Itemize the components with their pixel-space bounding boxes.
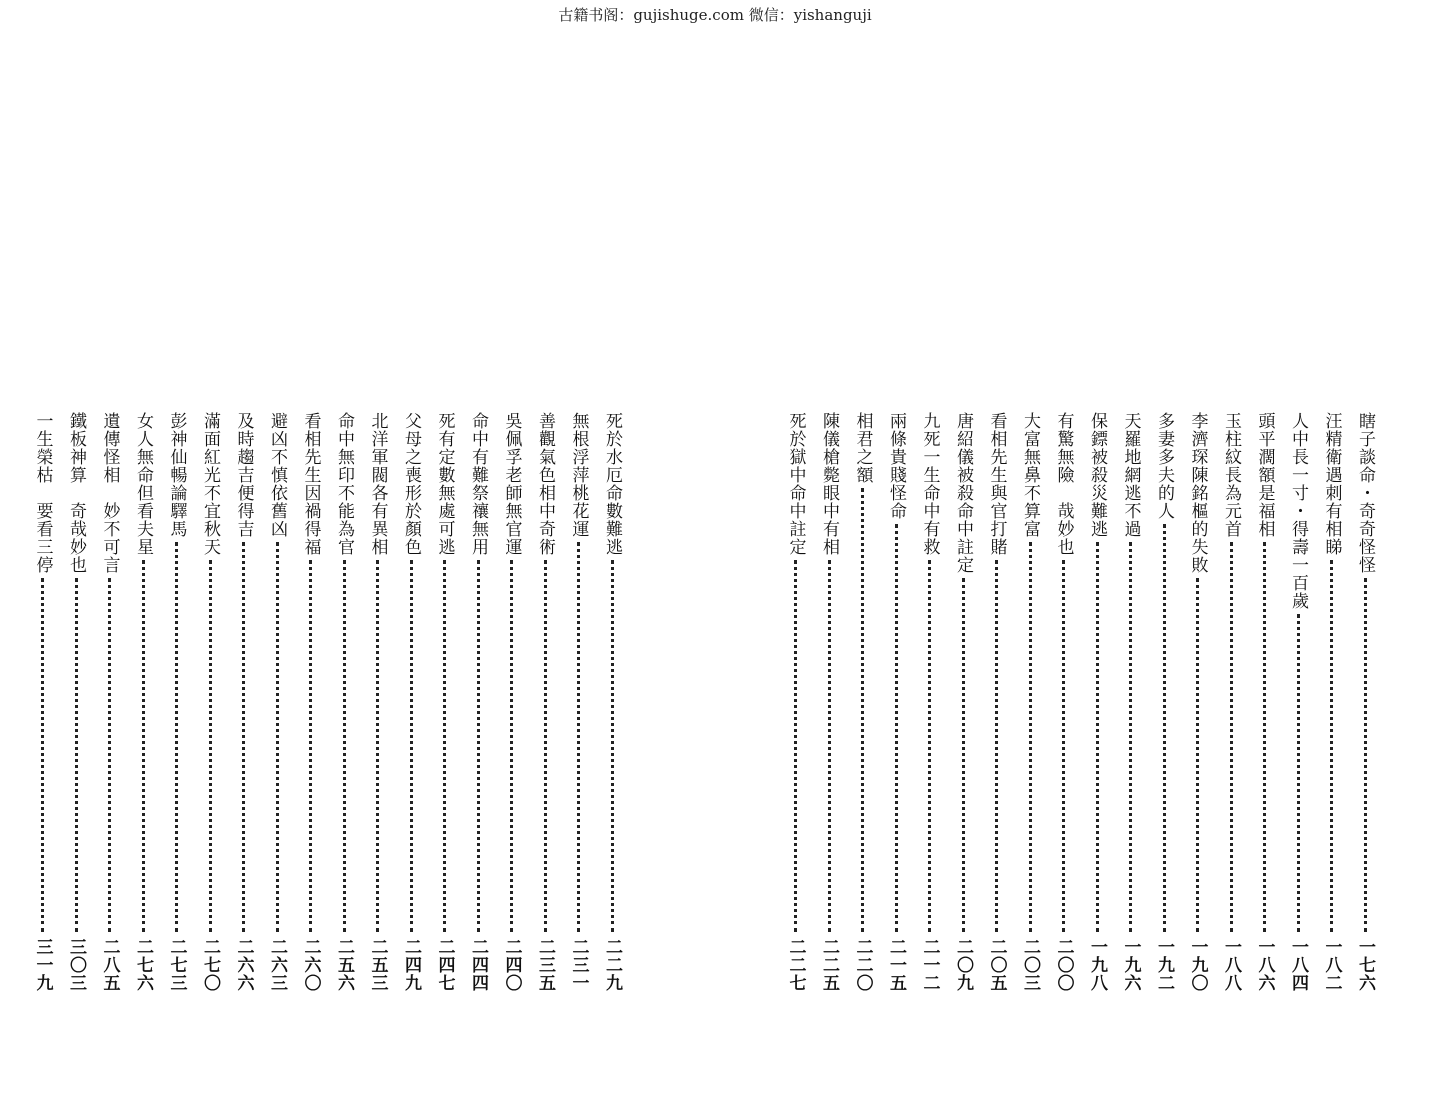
toc-leader-dots [309, 560, 312, 932]
toc-entry [428, 412, 462, 992]
toc-entry-page-number: 二八五 [99, 938, 120, 992]
toc-entry-title: 李濟琛陳銘樞的失敗 [1187, 412, 1208, 574]
toc-entry-page-number: 二四〇 [501, 938, 522, 992]
toc-entry-page-number: 二七〇 [200, 938, 220, 992]
toc-leader-dots [828, 560, 831, 932]
toc-entry [1147, 412, 1181, 992]
toc-entry-page-number: 三一九 [32, 938, 53, 992]
toc-entry-page-number: 一九二 [1154, 938, 1174, 992]
toc-entry [946, 412, 980, 992]
toc-leader-dots [1096, 542, 1099, 932]
toc-entry [59, 412, 93, 992]
toc-entry-title: 頭平濶額是福相 [1254, 412, 1275, 538]
toc-entry-page-number: 一九八 [1087, 938, 1107, 992]
toc-entry-title: 人中長一寸・得壽一百歲 [1288, 412, 1308, 610]
toc-entry [528, 412, 562, 992]
toc-entry-page-number: 二六三 [267, 938, 287, 992]
toc-entry [1047, 412, 1081, 992]
toc-entry-page-number: 二二〇 [852, 938, 873, 992]
toc-entry-title: 北洋軍閥各有異相 [367, 412, 388, 556]
toc-leader-dots [1062, 560, 1065, 932]
toc-entry-title: 死於獄中命中註定 [785, 412, 806, 556]
toc-entry-page-number: 二二七 [785, 938, 806, 992]
toc-entry-title: 無根浮萍桃花運 [568, 412, 589, 538]
toc-entry-title: 陳儀槍斃眼中有相 [819, 412, 839, 556]
toc-entry [812, 412, 846, 992]
toc-entry [846, 412, 880, 992]
toc-leader-dots [1163, 524, 1166, 932]
toc-entry [595, 412, 629, 992]
toc-leader-dots [611, 560, 614, 932]
toc-leader-dots [276, 542, 279, 932]
toc-entry [26, 412, 60, 992]
toc-entry [1181, 412, 1215, 992]
toc-entry [260, 412, 294, 992]
watermark-text: 古籍书阁：gujishuge.com 微信：yishanguji [558, 6, 872, 24]
toc-entry-title: 父母之喪形於顏色 [401, 412, 421, 556]
toc-entry-page-number: 二〇三 [1020, 938, 1040, 992]
toc-leader-dots [794, 560, 797, 932]
toc-entry-title: 一生榮枯 要看三停 [32, 412, 53, 574]
toc-entry [93, 412, 127, 992]
toc-entry [913, 412, 947, 992]
toc-entry-title: 有驚無險 哉妙也 [1053, 412, 1074, 556]
toc-leader-dots [1129, 542, 1132, 932]
toc-leader-dots [242, 542, 245, 932]
toc-entry [1248, 412, 1282, 992]
toc-entry [294, 412, 328, 992]
toc-entry-page-number: 二五六 [334, 938, 354, 992]
toc-entry [227, 412, 261, 992]
toc-entry-title: 善觀氣色相中奇術 [535, 412, 555, 556]
toc-leader-dots [343, 560, 346, 932]
toc-entry-page-number: 二四七 [434, 938, 455, 992]
toc-leader-dots [175, 542, 178, 932]
toc-entry-page-number: 二三五 [535, 938, 555, 992]
toc-entry-page-number: 一八四 [1288, 938, 1308, 992]
toc-entry [562, 412, 596, 992]
toc-entry-title: 多妻多夫的人 [1154, 412, 1174, 520]
toc-entry [327, 412, 361, 992]
toc-leader-dots [75, 578, 78, 932]
toc-entry-title: 命中有難祭禳無用 [468, 412, 488, 556]
toc-entry-page-number: 二六〇 [300, 938, 321, 992]
toc-entry [126, 412, 160, 992]
toc-leader-dots [142, 560, 145, 932]
toc-entry [1348, 412, 1382, 992]
toc-entry [361, 412, 395, 992]
toc-entry-title: 命中無印不能為官 [334, 412, 354, 556]
toc-entry-title: 兩條貴賤怪命 [886, 412, 906, 520]
toc-leader-dots [577, 542, 580, 932]
toc-entry [1114, 412, 1148, 992]
right-page-toc [715, 0, 1430, 1099]
toc-entry-title: 避凶不慎依舊凶 [267, 412, 287, 538]
toc-entry-page-number: 二〇五 [986, 938, 1007, 992]
toc-entry-title: 吳佩孚老師無官運 [501, 412, 522, 556]
toc-entry-title: 滿面紅光不宜秋天 [200, 412, 220, 556]
toc-leader-dots [995, 560, 998, 932]
toc-leader-dots [1196, 578, 1199, 932]
toc-entry [1281, 412, 1315, 992]
toc-entry-page-number: 二二九 [602, 938, 622, 992]
toc-entry-title: 相君之額 [852, 412, 873, 484]
toc-entry-title: 遺傳怪相 妙不可言 [99, 412, 120, 574]
toc-entry [879, 412, 913, 992]
toc-entry [779, 412, 813, 992]
toc-entry [1080, 412, 1114, 992]
toc-entry-title: 看相先生因禍得福 [300, 412, 321, 556]
toc-entry [160, 412, 194, 992]
toc-entry [193, 412, 227, 992]
toc-entry [1315, 412, 1349, 992]
toc-entry-page-number: 二二五 [819, 938, 839, 992]
toc-leader-dots [477, 560, 480, 932]
toc-entry [1214, 412, 1248, 992]
toc-entry-title: 鐵板神算 奇哉妙也 [66, 412, 86, 574]
toc-entry [461, 412, 495, 992]
toc-leader-dots [962, 578, 965, 932]
toc-entry-title: 看相先生與官打賭 [986, 412, 1007, 556]
toc-entry-title: 及時趨吉便得吉 [233, 412, 254, 538]
toc-leader-dots [1230, 542, 1233, 932]
toc-entry-title: 唐紹儀被殺命中註定 [953, 412, 973, 574]
toc-leader-dots [895, 524, 898, 932]
toc-entry-title: 死於水厄命數難逃 [602, 412, 622, 556]
toc-leader-dots [928, 560, 931, 932]
toc-entry [394, 412, 428, 992]
toc-entry-page-number: 二〇九 [953, 938, 973, 992]
toc-entry-page-number: 一九〇 [1187, 938, 1208, 992]
toc-entry [980, 412, 1014, 992]
toc-leader-dots [376, 560, 379, 932]
toc-entry-page-number: 一八二 [1321, 938, 1342, 992]
toc-leader-dots [209, 560, 212, 932]
toc-entry-page-number: 一九六 [1120, 938, 1141, 992]
toc-entry [1013, 412, 1047, 992]
toc-entry-page-number: 二七六 [133, 938, 153, 992]
toc-entry-page-number: 二一二 [919, 938, 940, 992]
toc-leader-dots [410, 560, 413, 932]
toc-entry-page-number: 二五三 [367, 938, 388, 992]
toc-entry-page-number: 二一五 [886, 938, 906, 992]
toc-leader-dots [1263, 542, 1266, 932]
toc-entry-title: 瞎子談命・奇奇怪怪 [1355, 412, 1375, 574]
toc-entry-page-number: 二四四 [468, 938, 488, 992]
toc-leader-dots [1029, 542, 1032, 932]
toc-entry-page-number: 二七三 [166, 938, 187, 992]
toc-leader-dots [1364, 578, 1367, 932]
toc-entry-title: 彭神仙暢論驛馬 [166, 412, 187, 538]
toc-entry-page-number: 一八六 [1254, 938, 1275, 992]
toc-entry-page-number: 二四九 [401, 938, 421, 992]
toc-entry-page-number: 一八八 [1221, 938, 1241, 992]
toc-entry-page-number: 一七六 [1355, 938, 1375, 992]
toc-entry-title: 女人無命但看夫星 [133, 412, 153, 556]
toc-entry-page-number: 二〇〇 [1053, 938, 1074, 992]
toc-entry [495, 412, 529, 992]
toc-leader-dots [1297, 614, 1300, 932]
toc-leader-dots [544, 560, 547, 932]
toc-leader-dots [1330, 560, 1333, 932]
toc-entry-page-number: 三〇三 [66, 938, 86, 992]
toc-leader-dots [443, 560, 446, 932]
toc-entry-page-number: 二三一 [568, 938, 589, 992]
toc-entry-title: 死有定數無處可逃 [434, 412, 455, 556]
toc-leader-dots [510, 560, 513, 932]
toc-leader-dots [861, 488, 864, 932]
toc-entry-title: 天羅地網逃不過 [1120, 412, 1141, 538]
toc-leader-dots [108, 578, 111, 932]
toc-entry-page-number: 二六六 [233, 938, 254, 992]
toc-entry-title: 玉柱紋長為元首 [1221, 412, 1241, 538]
toc-entry-title: 大富無鼻不算富 [1020, 412, 1040, 538]
toc-entry-title: 九死一生命中有救 [919, 412, 940, 556]
toc-entry-title: 保鏢被殺災難逃 [1087, 412, 1107, 538]
toc-leader-dots [41, 578, 44, 932]
toc-entry-title: 汪精衛遇刺有相睇 [1321, 412, 1342, 556]
